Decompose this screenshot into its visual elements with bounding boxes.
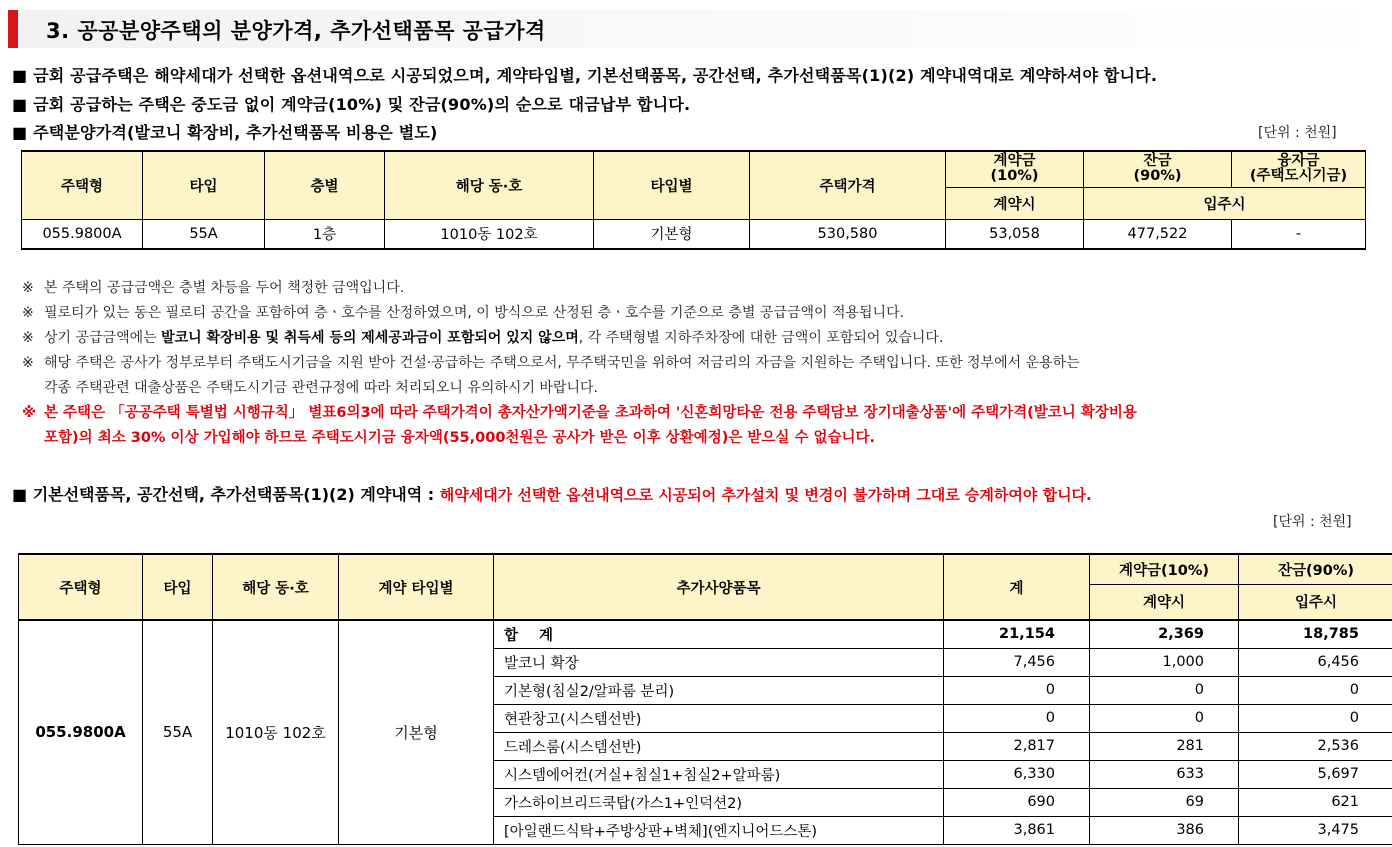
note-text: 각종 주택관련 대출상품은 주택도시기금 관련규정에 따라 처리되오니 유의하시기 바랍니다. bbox=[44, 380, 598, 396]
cell-item: 현관창고(시스템선반) bbox=[494, 704, 944, 732]
cell-deposit: 0 bbox=[1090, 676, 1239, 704]
note-mark: ※ bbox=[22, 305, 34, 321]
note-5-warning bbox=[22, 401, 1392, 451]
bullet-contract-terms: ■ 금회 공급주택은 해약세대가 선택한 옵션내역으로 시공되었으며, 계약타입별, 기본선택품목, 공간선택, 추가선택품목(1)(2) 계약내역대로 계약하셔야 합니다. bbox=[12, 66, 1158, 85]
price-table bbox=[21, 150, 1366, 250]
cell-by-type: 기본형 bbox=[594, 219, 750, 249]
header-floor: 층별 bbox=[265, 151, 385, 219]
header-by-type: 타입별 bbox=[594, 151, 750, 219]
note-mark: ※ bbox=[22, 330, 34, 346]
cell-housing-type: 055.9800A bbox=[19, 620, 143, 844]
note-text: 포함)의 최소 30% 이상 가입해야 하므로 주택도시기금 융자액(55,000천원은 공사가 받은 이후 상환예정)은 받으실 수 없습니다. bbox=[44, 430, 876, 446]
cell-deposit: 2,369 bbox=[1090, 620, 1239, 648]
title-accent-bar bbox=[8, 10, 18, 48]
header-unit: 해당 동·호 bbox=[385, 151, 594, 219]
unit-label-2: [단위 : 천원] bbox=[1273, 514, 1352, 530]
cell-total: 0 bbox=[944, 676, 1090, 704]
unit-label: [단위 : 천원] bbox=[1258, 125, 1337, 141]
cell-contract-type: 기본형 bbox=[339, 620, 494, 844]
header-at-movein: 입주시 bbox=[1084, 187, 1366, 219]
header-balance: 잔금 (90%) bbox=[1084, 151, 1232, 187]
cell-total: 690 bbox=[944, 788, 1090, 816]
note-text: 본 주택의 공급금액은 층별 차등을 두어 책정한 금액입니다. bbox=[44, 280, 405, 296]
cell-deposit: 386 bbox=[1090, 816, 1239, 844]
header-contract-type: 계약 타입별 bbox=[339, 554, 494, 620]
cell-price: 530,580 bbox=[750, 219, 946, 249]
cell-balance: 3,475 bbox=[1239, 816, 1392, 844]
cell-balance: 6,456 bbox=[1239, 648, 1392, 676]
cell-floor: 1층 bbox=[265, 219, 385, 249]
cell-deposit: 633 bbox=[1090, 760, 1239, 788]
header-housing-type: 주택형 bbox=[19, 554, 143, 620]
cell-total: 7,456 bbox=[944, 648, 1090, 676]
header-loan: 융자금 (주택도시기금) bbox=[1232, 151, 1366, 187]
cell-balance: 621 bbox=[1239, 788, 1392, 816]
header-housing-type: 주택형 bbox=[22, 151, 143, 219]
cell-loan: - bbox=[1232, 219, 1366, 249]
header-balance: 잔금(90%) bbox=[1239, 554, 1392, 584]
options-table bbox=[18, 553, 1392, 845]
section-title-bar bbox=[8, 10, 1392, 48]
note-text: 본 주택은 「공공주택 특별법 시행규칙」 별표6의3에 따라 주택가격이 총자산가액기준을 초과하여 '신혼희망타운 전용 주택담보 장기대출상품'에 주택가격(발코니 확장비용 bbox=[44, 405, 1137, 421]
cell-item: 시스템에어컨(거실+침실1+침실2+알파룸) bbox=[494, 760, 944, 788]
header-at-contract: 계약시 bbox=[1090, 584, 1239, 620]
note-mark: ※ bbox=[22, 280, 34, 296]
cell-item: 가스하이브리드쿡탑(가스1+인덕션2) bbox=[494, 788, 944, 816]
cell-unit: 1010동 102호 bbox=[213, 620, 339, 844]
header-at-contract: 계약시 bbox=[946, 187, 1084, 219]
cell-balance: 18,785 bbox=[1239, 620, 1392, 648]
cell-deposit: 281 bbox=[1090, 732, 1239, 760]
cell-balance: 477,522 bbox=[1084, 219, 1232, 249]
header-type: 타입 bbox=[143, 554, 213, 620]
cell-balance: 2,536 bbox=[1239, 732, 1392, 760]
cell-balance: 5,697 bbox=[1239, 760, 1392, 788]
options-heading-label: ■ 기본선택품목, 공간선택, 추가선택품목(1)(2) 계약내역 : bbox=[12, 485, 440, 504]
note-mark: ※ bbox=[22, 355, 34, 371]
cell-type: 55A bbox=[143, 620, 213, 844]
note-text: 필로티가 있는 동은 필로티 공간을 포함하여 층ㆍ호수를 산정하였으며, 이 방식으로 산정된 층ㆍ호수를 기준으로 층별 공급금액이 적용됩니다. bbox=[44, 305, 905, 321]
bullet-price-heading: ■ 주택분양가격(발코니 확장비, 추가선택품목 비용은 별도) bbox=[12, 123, 438, 142]
note-1 bbox=[22, 276, 1392, 301]
cell-total: 3,861 bbox=[944, 816, 1090, 844]
section-title: 3. 공공분양주택의 분양가격, 추가선택품목 공급가격 bbox=[46, 19, 546, 43]
options-heading bbox=[12, 482, 1092, 505]
cell-deposit: 0 bbox=[1090, 704, 1239, 732]
note-bold-text: 발코니 확장비용 및 취득세 등의 제세공과금이 포함되어 있지 않으며 bbox=[161, 330, 579, 346]
table-row-total bbox=[19, 620, 1392, 648]
cell-item: 발코니 확장 bbox=[494, 648, 944, 676]
cell-item: 합 계 bbox=[494, 620, 944, 648]
header-unit: 해당 동·호 bbox=[213, 554, 339, 620]
note-2 bbox=[22, 301, 1392, 326]
cell-housing-type: 055.9800A bbox=[22, 219, 143, 249]
cell-item: 드레스룸(시스템선반) bbox=[494, 732, 944, 760]
header-deposit: 계약금 (10%) bbox=[946, 151, 1084, 187]
header-total: 계 bbox=[944, 554, 1090, 620]
cell-balance: 0 bbox=[1239, 704, 1392, 732]
cell-item: [아일랜드식탁+주방상판+벽체](엔지니어드스톤) bbox=[494, 816, 944, 844]
cell-type: 55A bbox=[143, 219, 265, 249]
note-text: , 각 주택형별 지하주차장에 대한 금액이 포함되어 있습니다. bbox=[578, 330, 944, 346]
header-deposit: 계약금(10%) bbox=[1090, 554, 1239, 584]
note-4 bbox=[22, 351, 1392, 401]
header-price: 주택가격 bbox=[750, 151, 946, 219]
header-type: 타입 bbox=[143, 151, 265, 219]
note-text: 해당 주택은 공사가 정부로부터 주택도시기금을 지원 받아 건설·공급하는 주택으로서, 무주택국민을 위하여 저금리의 자금을 지원하는 주택입니다. 또한 정부에서 운용하는 bbox=[44, 355, 1080, 371]
cell-item: 기본형(침실2/알파룸 분리) bbox=[494, 676, 944, 704]
note-text: 상기 공급금액에는 bbox=[44, 330, 162, 346]
cell-total: 2,817 bbox=[944, 732, 1090, 760]
cell-total: 21,154 bbox=[944, 620, 1090, 648]
cell-total: 0 bbox=[944, 704, 1090, 732]
note-3 bbox=[22, 326, 1392, 351]
cell-total: 6,330 bbox=[944, 760, 1090, 788]
notes bbox=[22, 276, 1392, 451]
options-heading-warning: 해약세대가 선택한 옵션내역으로 시공되어 추가설치 및 변경이 불가하며 그대로 승계하여야 합니다. bbox=[439, 486, 1092, 504]
header-at-movein: 입주시 bbox=[1239, 584, 1392, 620]
bullet-payment: ■ 금회 공급하는 주택은 중도금 없이 계약금(10%) 및 잔금(90%)의 순으로 대금납부 합니다. bbox=[12, 95, 691, 114]
cell-balance: 0 bbox=[1239, 676, 1392, 704]
cell-deposit: 53,058 bbox=[946, 219, 1084, 249]
note-mark: ※ bbox=[22, 405, 37, 421]
cell-deposit: 1,000 bbox=[1090, 648, 1239, 676]
cell-deposit: 69 bbox=[1090, 788, 1239, 816]
table-row bbox=[22, 219, 1366, 249]
header-items: 추가사양품목 bbox=[494, 554, 944, 620]
cell-unit: 1010동 102호 bbox=[385, 219, 594, 249]
